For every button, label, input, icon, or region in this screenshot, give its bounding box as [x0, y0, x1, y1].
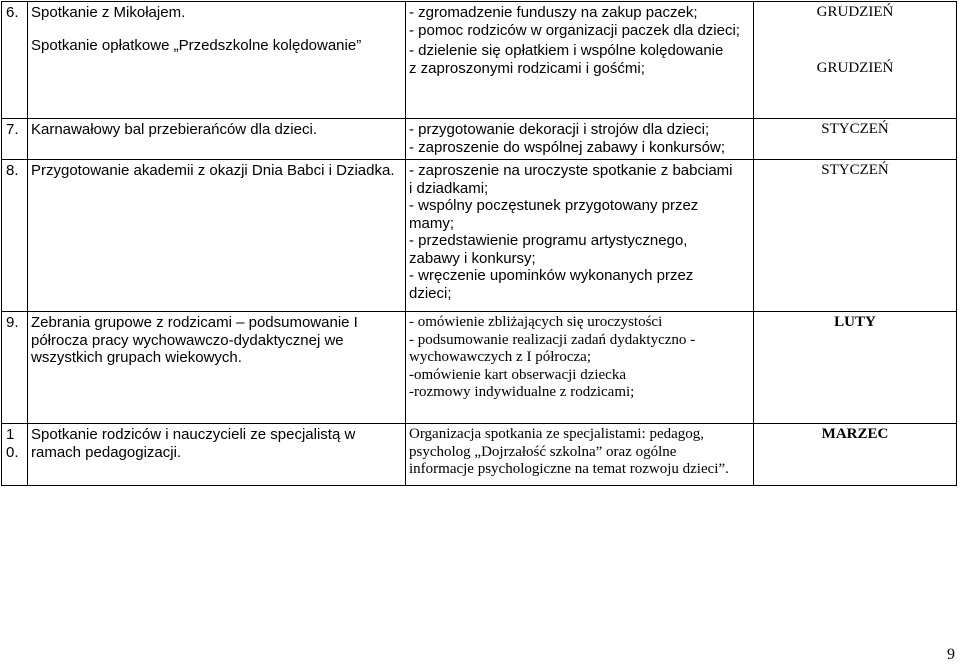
month-label: STYCZEŃ [821, 162, 889, 178]
topic-line: ramach pedagogizacji. [31, 443, 182, 461]
month-label: STYCZEŃ [821, 121, 889, 137]
row-month [754, 2, 957, 119]
task-line: dzieci; [409, 284, 452, 302]
topic-line: Zebrania grupowe z rodzicami – podsumowanie I [31, 314, 358, 331]
row-number: 8. [2, 160, 28, 312]
task-line: informacje psychologiczne na temat rozwoju dzieci”. [409, 461, 729, 477]
row-number: 7. [2, 119, 28, 160]
row-topic [28, 119, 406, 160]
task-line: i dziadkami; [409, 179, 489, 197]
task-line: -omówienie kart obserwacji dziecka [409, 366, 626, 383]
task-line: - zgromadzenie funduszy na zakup paczek; [409, 4, 698, 21]
topic-line: Spotkanie rodziców i nauczycieli ze specjalistą w [31, 426, 356, 443]
row-month [754, 312, 957, 424]
month-label: GRUDZIEŃ [816, 4, 894, 20]
task-line: - przygotowanie dekoracji i strojów dla dzieci; [409, 121, 710, 138]
month-label: GRUDZIEŃ [816, 59, 894, 76]
task-line: - dzielenie się opłatkiem i wspólne kolędowanie [409, 42, 724, 59]
task-line: - zaproszenie na uroczyste spotkanie z babciami [409, 162, 733, 179]
row-tasks [406, 312, 754, 424]
row-number-line: 0. [6, 443, 19, 461]
task-line: - omówienie zbliżających się uroczystości [409, 314, 663, 330]
table-row [2, 160, 957, 312]
month-label: LUTY [834, 314, 876, 330]
table-row [2, 119, 957, 160]
row-topic [28, 312, 406, 424]
row-tasks [406, 2, 754, 119]
topic-line: Karnawałowy bal przebierańców dla dzieci. [31, 121, 317, 138]
task-line: - wspólny poczęstunek przygotowany przez [409, 197, 699, 214]
task-line: - pomoc rodziców w organizacji paczek dla dzieci; [409, 21, 740, 39]
task-line: - podsumowanie realizacji zadań dydaktyczno - [409, 331, 696, 348]
topic-line: Spotkanie z Mikołajem. [31, 4, 186, 21]
topic-line: wszystkich grupach wiekowych. [31, 349, 242, 366]
row-number: 9. [2, 312, 28, 424]
table-row [2, 2, 957, 119]
table-row [2, 424, 957, 486]
row-tasks [406, 160, 754, 312]
task-line: Organizacja spotkania ze specjalistami: pedagog, [409, 426, 705, 442]
row-month [754, 160, 957, 312]
task-line: wychowawczych z I półrocza; [409, 349, 591, 365]
task-line: - wręczenie upominków wykonanych przez [409, 267, 694, 284]
row-number [2, 424, 28, 486]
table-row [2, 312, 957, 424]
task-line: psycholog „Dojrzałość szkolna” oraz ogólne [409, 443, 677, 460]
topic-line: Spotkanie opłatkowe „Przedszkolne kolędowanie” [31, 36, 362, 54]
row-number-line: 1 [6, 426, 15, 443]
task-line: zabawy i konkursy; [409, 249, 536, 267]
row-month [754, 119, 957, 160]
row-tasks [406, 119, 754, 160]
task-line: - przedstawienie programu artystycznego, [409, 232, 688, 249]
row-number: 6. [2, 2, 28, 119]
row-tasks [406, 424, 754, 486]
topic-line: Przygotowanie akademii z okazji Dnia Babci i Dziadka. [31, 162, 395, 179]
task-line: - zaproszenie do wspólnej zabawy i konkursów; [409, 138, 725, 156]
row-topic [28, 2, 406, 119]
row-topic [28, 424, 406, 486]
topic-line: półrocza pracy wychowawczo-dydaktycznej we [31, 331, 344, 349]
plan-table [1, 1, 957, 486]
task-line: mamy; [409, 214, 454, 232]
page-number: 9 [947, 646, 955, 663]
month-label: MARZEC [821, 426, 889, 442]
row-month [754, 424, 957, 486]
task-line: z zaproszonymi rodzicami i gośćmi; [409, 59, 645, 77]
row-topic [28, 160, 406, 312]
task-line: -rozmowy indywidualne z rodzicami; [409, 384, 635, 400]
